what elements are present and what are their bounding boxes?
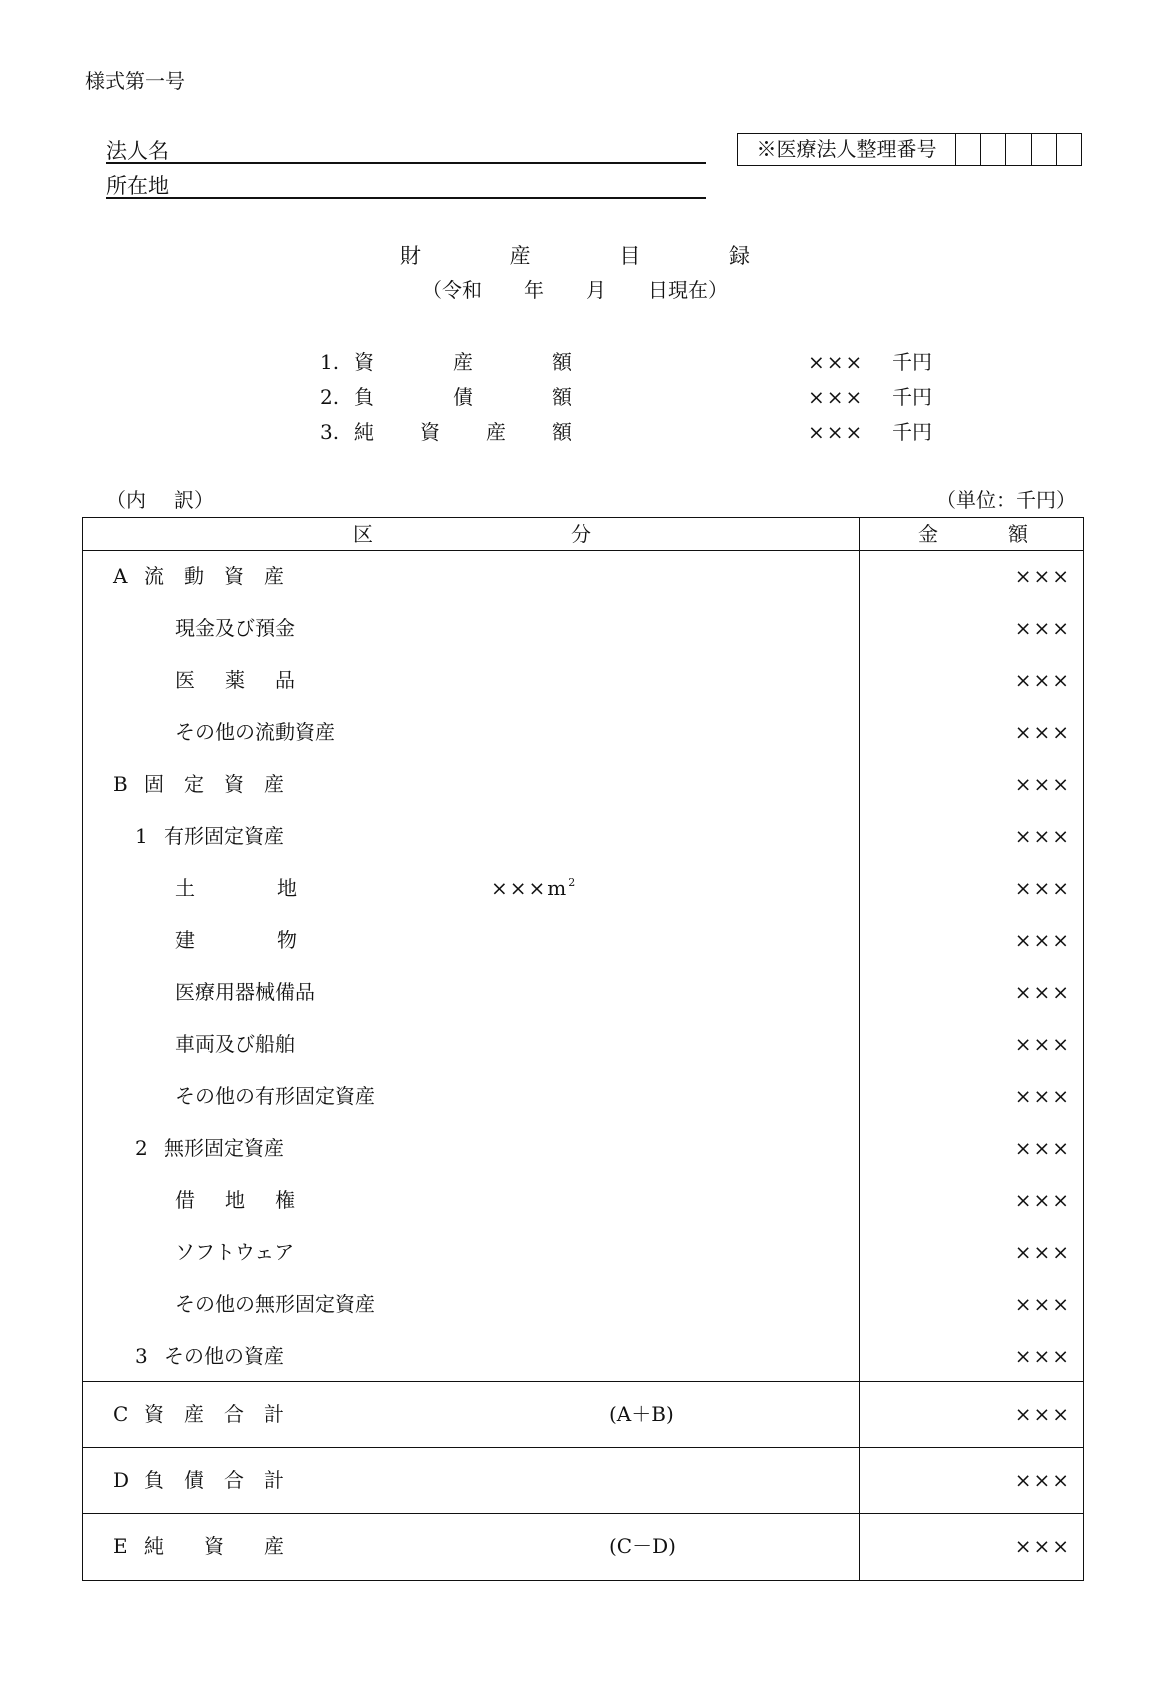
table-row [83, 1330, 1083, 1382]
row-label-char: 借 [175, 1188, 195, 1212]
row-label [144, 758, 284, 810]
summary-num: 1. [320, 350, 340, 374]
registration-digit-cell[interactable] [956, 134, 981, 165]
row-label-char: 固 [144, 772, 164, 796]
total-letter: C [113, 1402, 129, 1426]
title-char: 産 [509, 244, 531, 268]
header-category-char: 分 [571, 522, 591, 546]
unit-label: （単位：千円） [936, 488, 1076, 512]
row-amount: ××× [1014, 1084, 1071, 1108]
table-row [83, 862, 1083, 914]
total-amount: ××× [1014, 1468, 1071, 1492]
row-amount: ××× [1014, 876, 1071, 900]
table-row [83, 1278, 1083, 1330]
row-label-char: 定 [184, 772, 204, 796]
summary-char: 額 [552, 420, 572, 444]
row-amount: ××× [1014, 616, 1071, 640]
registration-number-box [737, 133, 1082, 166]
total-label-char: 負 [144, 1468, 164, 1492]
summary-unit: 千円 [892, 385, 932, 409]
row-number: 1 [135, 824, 148, 848]
total-label-char: 債 [184, 1468, 204, 1492]
row-label: ソフトウェア [175, 1240, 295, 1264]
summary-value: ××× [808, 385, 865, 409]
total-formula: (A＋B) [609, 1402, 674, 1426]
total-label-char: 計 [264, 1402, 284, 1426]
document-title [400, 243, 750, 269]
table-row [83, 1070, 1083, 1122]
summary-num: 3. [320, 420, 340, 444]
date-year: 年 [524, 278, 544, 302]
table-row [83, 550, 1083, 602]
row-label-char: 土 [175, 876, 195, 900]
row-label: 有形固定資産 [164, 824, 284, 848]
breakdown-part: （内 [106, 488, 146, 512]
header-amount-char: 金 [918, 522, 938, 546]
row-label-char: 品 [275, 668, 295, 692]
registration-digit-cell[interactable] [1006, 134, 1031, 165]
table-row [83, 706, 1083, 758]
breakdown-label [106, 488, 214, 512]
table-row [83, 1122, 1083, 1174]
row-label [175, 914, 297, 966]
total-label [144, 1513, 284, 1579]
registration-number-label: ※医療法人整理番号 [738, 134, 956, 165]
row-label-char: 物 [277, 928, 297, 952]
row-label: その他の有形固定資産 [175, 1084, 375, 1108]
row-label-char: 資 [224, 772, 244, 796]
row-label-char: 流 [144, 564, 164, 588]
corp-name-label: 法人名 [106, 139, 169, 163]
row-area-value: ×××m [491, 876, 569, 900]
total-label-char: 産 [184, 1402, 204, 1426]
row-amount: ××× [1014, 564, 1071, 588]
summary-char: 産 [453, 350, 473, 374]
total-label-char: 純 [144, 1534, 164, 1558]
table-row [83, 602, 1083, 654]
row-label: 現金及び預金 [175, 616, 295, 640]
row-amount: ××× [1014, 1344, 1071, 1368]
header-category-char: 区 [353, 522, 373, 546]
row-label-char: 動 [184, 564, 204, 588]
corp-name-line[interactable] [106, 162, 706, 164]
total-label-char: 資 [144, 1402, 164, 1426]
table-row [83, 654, 1083, 706]
total-label-char: 合 [224, 1468, 244, 1492]
table-row [83, 1174, 1083, 1226]
total-label-char: 産 [264, 1534, 284, 1558]
row-amount: ××× [1014, 772, 1071, 796]
row-amount: ××× [1014, 980, 1071, 1004]
total-label-char: 合 [224, 1402, 244, 1426]
row-label: その他の流動資産 [175, 720, 335, 744]
summary-unit: 千円 [892, 420, 932, 444]
table-row [83, 966, 1083, 1018]
row-label-char: 産 [264, 564, 284, 588]
row-number: 3 [135, 1344, 148, 1368]
row-number: 2 [135, 1136, 148, 1160]
row-amount: ××× [1014, 824, 1071, 848]
summary-char: 資 [354, 350, 374, 374]
header-amount [918, 522, 1028, 546]
summary-char: 額 [552, 350, 572, 374]
row-label-char: 地 [277, 876, 297, 900]
total-label [144, 1381, 284, 1447]
row-label: その他の無形固定資産 [175, 1292, 375, 1316]
row-amount: ××× [1014, 1292, 1071, 1316]
total-formula: (C－D) [609, 1534, 676, 1558]
summary-char: 産 [486, 420, 506, 444]
row-label [175, 1174, 295, 1226]
summary-label [354, 350, 572, 374]
row-label [175, 862, 297, 914]
date-day: 日現在） [648, 278, 728, 302]
registration-digit-cell[interactable] [1057, 134, 1081, 165]
row-amount: ××× [1014, 1032, 1071, 1056]
row-label: 車両及び船舶 [175, 1032, 295, 1056]
row-letter: A [113, 564, 128, 588]
row-area-sup: 2 [568, 876, 578, 889]
total-letter: E [113, 1534, 128, 1558]
total-letter: D [113, 1468, 130, 1492]
row-amount: ××× [1014, 928, 1071, 952]
row-label-char: 建 [175, 928, 195, 952]
registration-digit-cell[interactable] [1032, 134, 1057, 165]
total-label-char: 計 [264, 1468, 284, 1492]
row-label-char: 薬 [225, 668, 245, 692]
row-amount: ××× [1014, 1188, 1071, 1212]
address-label: 所在地 [106, 174, 169, 198]
table-row [83, 1018, 1083, 1070]
summary-num: 2. [320, 385, 340, 409]
summary-value: ××× [808, 350, 865, 374]
date-month: 月 [586, 278, 606, 302]
row-label: 無形固定資産 [164, 1136, 284, 1160]
summary-unit: 千円 [892, 350, 932, 374]
table-row [83, 810, 1083, 862]
row-label: その他の資産 [164, 1344, 284, 1368]
summary-label [354, 420, 572, 444]
title-char: 目 [619, 244, 641, 268]
date-era: （令和 [422, 278, 482, 302]
header-amount-char: 額 [1008, 522, 1028, 546]
row-amount: ××× [1014, 1240, 1071, 1264]
row-amount: ××× [1014, 1136, 1071, 1160]
inventory-table [82, 517, 1084, 1581]
total-label-char: 資 [204, 1534, 224, 1558]
total-amount: ××× [1014, 1534, 1071, 1558]
summary-value: ××× [808, 420, 865, 444]
row-amount: ××× [1014, 720, 1071, 744]
row-label [144, 550, 284, 602]
row-label [175, 654, 295, 706]
total-row [83, 1513, 1083, 1579]
summary-char: 額 [552, 385, 572, 409]
table-row [83, 914, 1083, 966]
total-row [83, 1447, 1083, 1513]
row-label-char: 産 [264, 772, 284, 796]
total-label [144, 1447, 284, 1513]
as-of-date [422, 278, 728, 302]
row-amount: ××× [1014, 668, 1071, 692]
form-label: 様式第一号 [85, 69, 185, 93]
address-line[interactable] [106, 197, 706, 199]
summary-char: 純 [354, 420, 374, 444]
row-label-char: 地 [225, 1188, 245, 1212]
table-row [83, 758, 1083, 810]
row-label-char: 資 [224, 564, 244, 588]
breakdown-part: 訳） [174, 488, 214, 512]
registration-digit-cell[interactable] [981, 134, 1006, 165]
total-amount: ××× [1014, 1402, 1071, 1426]
table-row [83, 1226, 1083, 1278]
summary-label [354, 385, 572, 409]
row-label-char: 医 [175, 668, 195, 692]
title-char: 財 [400, 244, 421, 268]
row-label-char: 権 [275, 1188, 295, 1212]
row-area [491, 862, 577, 914]
total-row [83, 1381, 1083, 1447]
title-char: 録 [728, 244, 750, 268]
summary-char: 債 [453, 385, 473, 409]
summary-char: 資 [420, 420, 440, 444]
summary-char: 負 [354, 385, 374, 409]
row-letter: B [113, 772, 128, 796]
row-label: 医療用器械備品 [175, 980, 315, 1004]
